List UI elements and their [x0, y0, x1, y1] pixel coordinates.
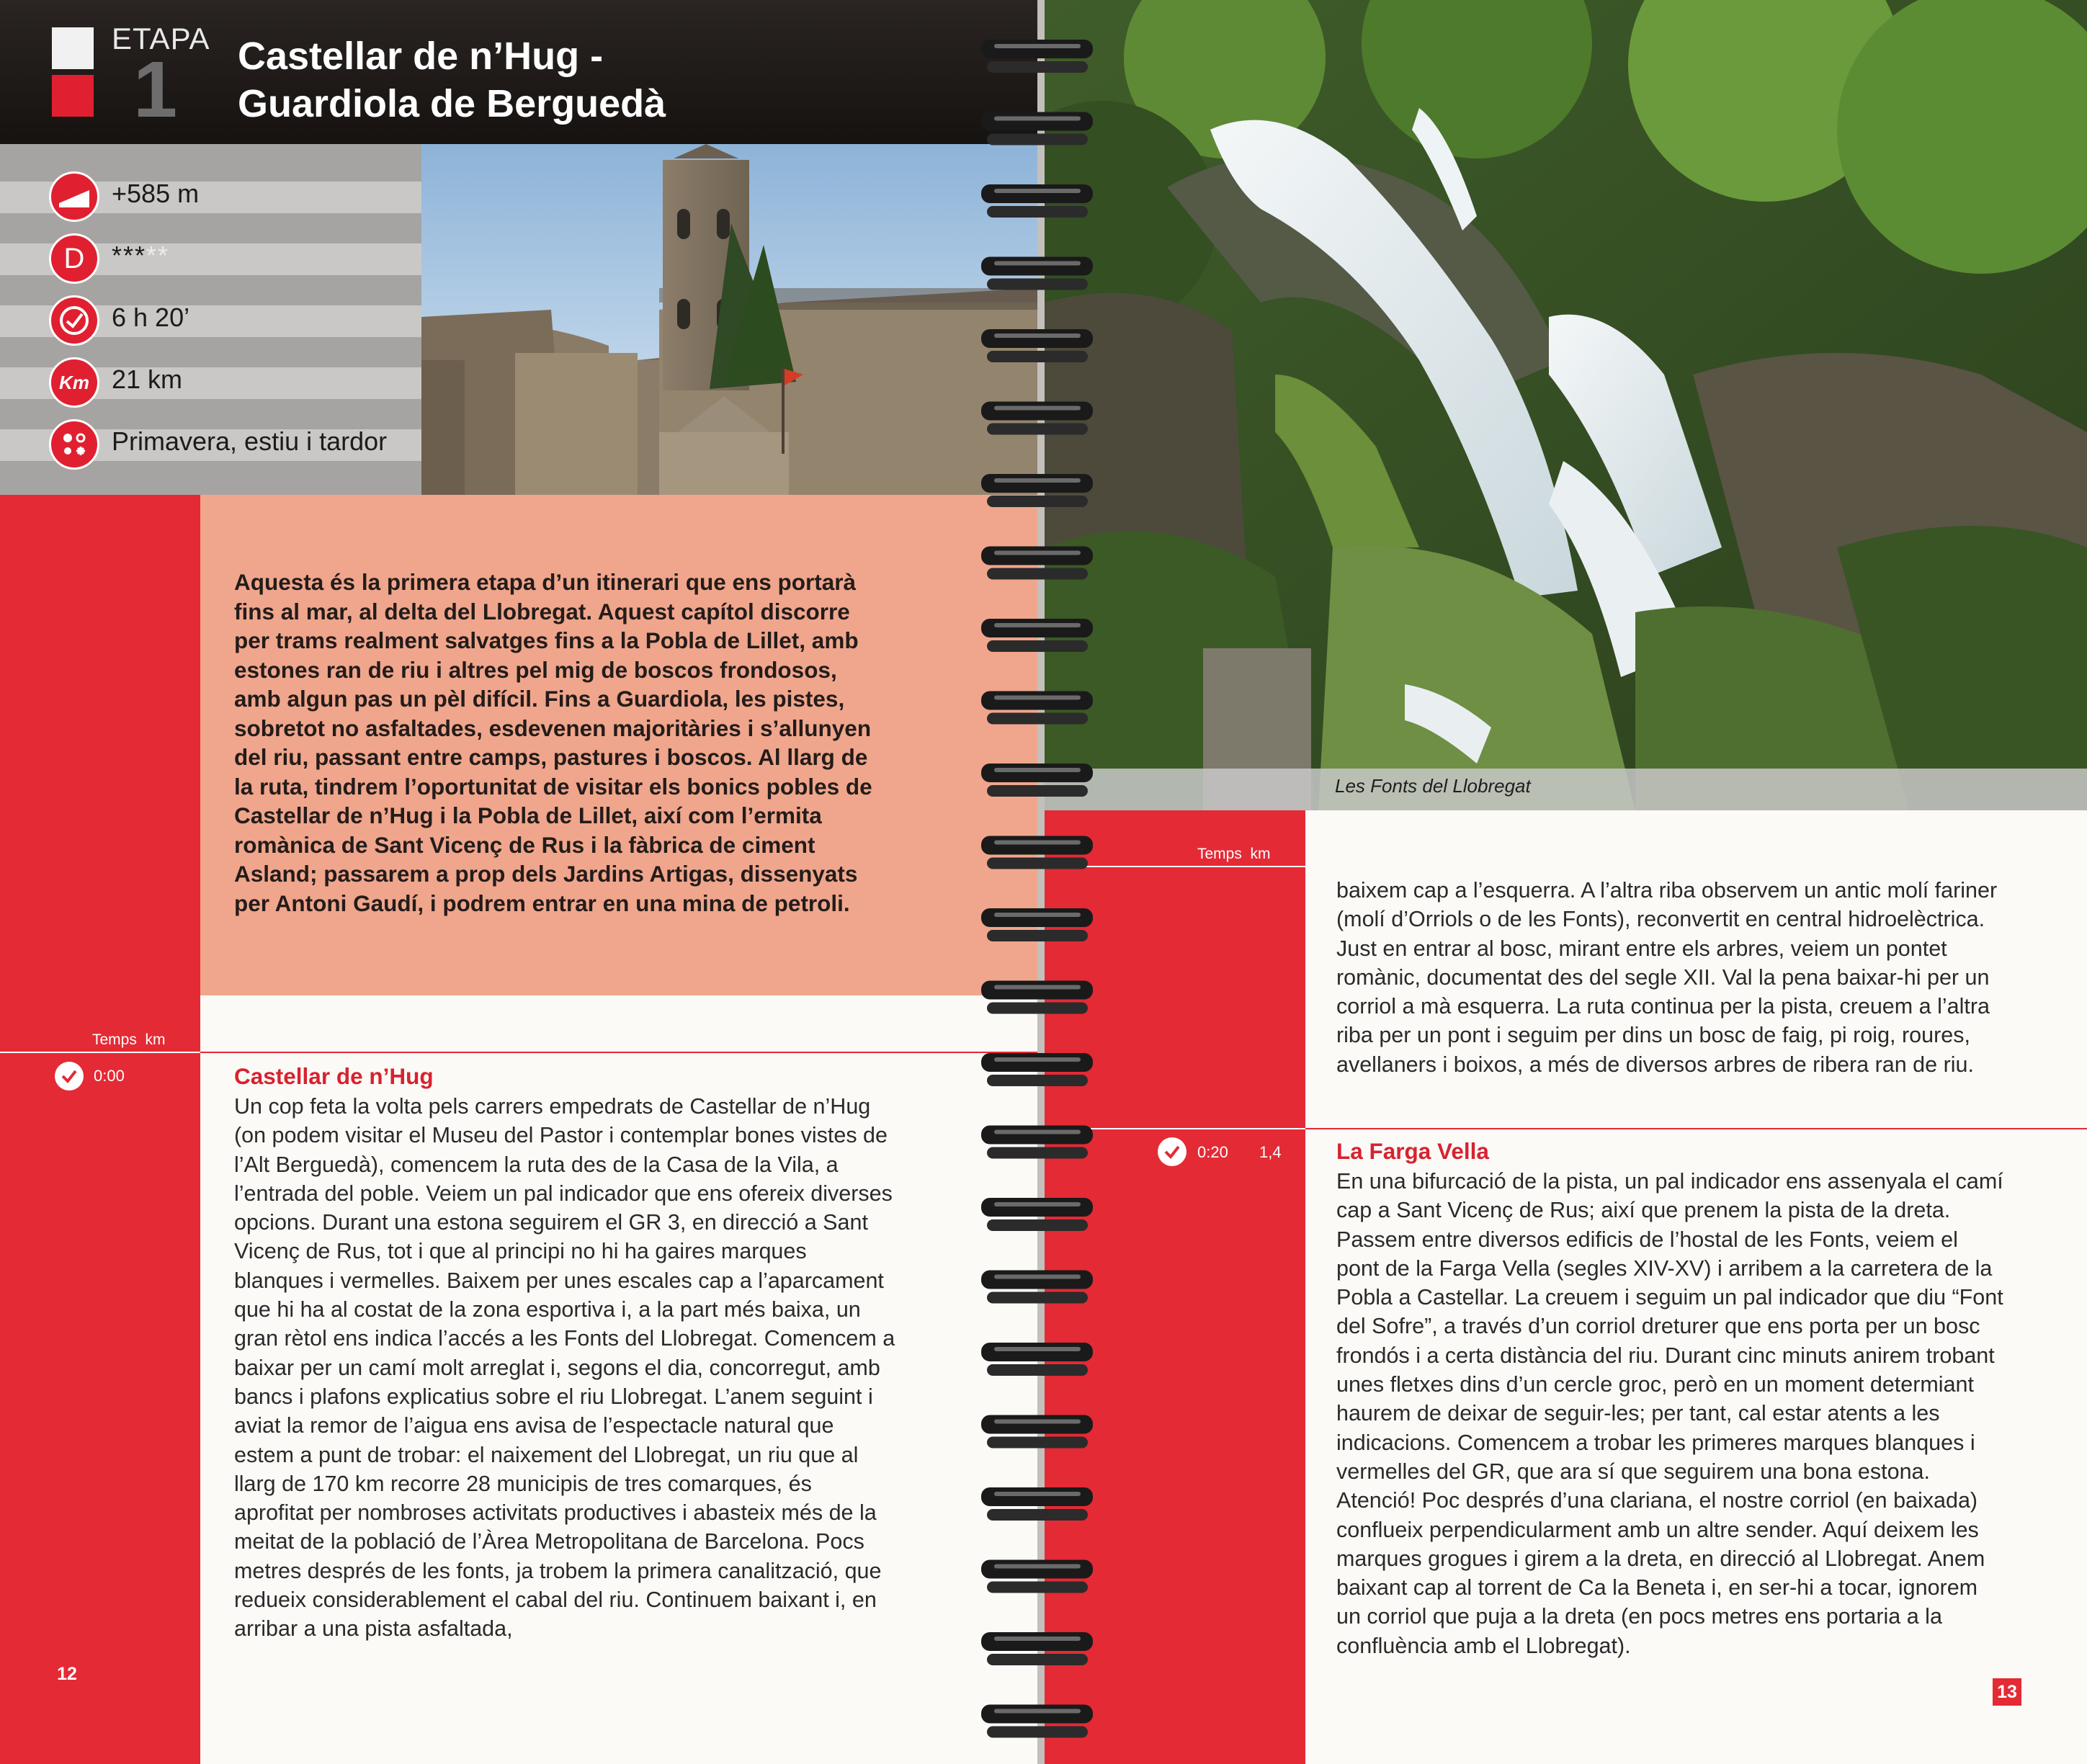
elevation-value: +585 m [112, 179, 200, 208]
difficulty-value [112, 241, 169, 271]
difficulty-icon: D [49, 233, 99, 284]
stats-panel [0, 144, 421, 495]
section-text-castellar: Un cop feta la volta pels carrers empedrats de Castellar de n’Hug (on podem visitar el Museu del Pastor i contemplar bones vistes de l’Alt Berguedà), comencem la ruta des de la Casa de la Vila, a l’entrada del poble. Veiem un pal indicador que ens ofereix diverses opcions. Durant una estona seguirem el GR 3, en direcció a Sant Vicenç de Rus, tot i que al principi no hi ha gaires marques blanques i vermelles. Baixem per unes escales cap a l’aparcament que hi ha al costat de la zona esportiva i, a la part més baixa, un gran rètol ens indica l’accés a les Fonts del Llobregat. Comencem a baixar per un camí molt arreglat i, segons el dia, concorregut, amb bancs i plafons explicatius sobre el riu Llobregat. L’anem seguint i aviat la remor de l’aigua ens avisa de l’espectacle natural que estem a punt de trobar: el naixement del Llobregat, un riu que al llarg de 170 km recorre 28 municipis de tres comarques, és aprofitat per nombroses activitats productives i abasteix més de la meitat de la població de l’Àrea Metropolitana de Barcelona. Pocs metres després de les fonts, ja trobem la primera canalització, que redueix considerablement el cabal del riu. Continuem baixant i, en arribar a una pista asfaltada, [234, 1094, 895, 1642]
stat-difficulty [0, 228, 421, 278]
etapa-number: 1 [133, 45, 178, 134]
spiral-coil [981, 1560, 1093, 1593]
distance-icon: Km [49, 357, 99, 408]
spiral-coil [981, 1487, 1093, 1521]
temps-divider [0, 1052, 200, 1053]
stat-seasons [0, 413, 421, 464]
section-time-right: 0:20 [1197, 1143, 1228, 1161]
spiral-coil [981, 764, 1093, 797]
spiral-coil [981, 402, 1093, 435]
caption-bar [1045, 769, 2087, 810]
temps-header-right: Temps km [1197, 846, 1271, 862]
spiral-coil [981, 547, 1093, 580]
stage-title-line-2: Guardiola de Berguedà [238, 82, 666, 125]
seasons-value: Primavera, estiu i tardor [112, 426, 388, 456]
intro-text: Aquesta és la primera etapa d’un itinerari que ens portarà fins al mar, al delta del Llobregat. Aquest capítol discorre per trams realment salvatges fins a la Pobla de Lillet, amb estones ran de riu i altres pel mig de boscos frondosos, amb algun pas un pèl difícil. Fins a Guardiola, les pistes, sobretot no asfaltades, esdevenen majoritàries i s’allunyen del riu, passant entre camps, pastures i boscos. Al llarg de la ruta, tindrem l’oportunitat de visitar els bonics pobles de Castellar de n’Hug i la Pobla de Lillet, així com l’ermita romànica de Sant Vicenç de Rus i la fàbrica de ciment Asland; passarem a prop dels Jardins Artigas, dissenyats per Antoni Gaudí, i podrem entrar en una mina de petroli. [234, 569, 872, 916]
section-title-castellar: Castellar de n’Hug [234, 1063, 434, 1089]
clock-icon [1158, 1137, 1186, 1166]
spiral-coil [981, 1053, 1093, 1086]
distance-value: 21 km [112, 364, 183, 394]
spiral-coil [981, 836, 1093, 869]
section-divider-right-text [1305, 1128, 2087, 1129]
spiral-coil [981, 1198, 1093, 1231]
section-text-farga: En una bifurcació de la pista, un pal indicador ens assenyala el camí cap a Sant Vicenç de Rus; així que prenem la pista de la dreta. Passem entre diversos edificis de l’hostal de les Fonts, veiem el pont de la Farga Vella (segles XIV-XV) i arribem a la carretera de la Pobla a Castellar. La creuem i seguim un pal indicador que diu “Font del Sofre”, a través d’un corriol dreturer que ens porta per un bosc frondós i a certa distància del riu. Durant cinc minuts anirem trobant unes fletxes dins d’un cercle groc, però en un moment determiant haurem de deixar de seguir-les; per tant, cal estar atents a les indicacions. Comencem a trobar les primeres marques blanques i vermelles del GR, que ara sí que seguirem una bona estona. Atenció! Poc després d’una clariana, el nostre corriol (en baixada) conflueix perpendicularment amb un altre sender. Aquí deixem les marques grogues i girem a la dreta, en direcció al Llobregat. Anem baixant cap al torrent de Ca la Beneta i, en ser-hi a tocar, ignorem un corriol que puja a la dreta (en pocs metres ens portaria a la confluència amb el Llobregat). [1336, 1169, 2003, 1658]
page-number-right: 13 [1993, 1678, 2021, 1706]
spiral-coil [981, 1126, 1093, 1159]
stat-elevation [0, 166, 421, 216]
clock-icon [49, 295, 99, 346]
spiral-coil [981, 1705, 1093, 1738]
difficulty-stars-filled: *** [112, 241, 147, 270]
section-divider [200, 1052, 1037, 1053]
photo-caption: Les Fonts del Llobregat [1335, 775, 1531, 797]
red-marker-square [52, 75, 94, 117]
clock-icon [55, 1062, 84, 1091]
stat-distance [0, 352, 421, 402]
spiral-coil [981, 619, 1093, 652]
stage-title-line-1: Castellar de n’Hug - [238, 35, 604, 78]
spiral-coil [981, 981, 1093, 1014]
stat-duration [0, 290, 421, 340]
spiral-binding [965, 0, 1109, 1764]
spiral-coil [981, 908, 1093, 941]
spiral-coil [981, 1632, 1093, 1665]
difficulty-stars-empty: ** [146, 241, 170, 270]
spiral-coil [981, 329, 1093, 362]
spiral-coil [981, 112, 1093, 145]
spiral-coil [981, 691, 1093, 725]
elevation-icon [49, 171, 99, 222]
duration-value: 6 h 20’ [112, 303, 190, 332]
spiral-coil [981, 1343, 1093, 1376]
church-photo [421, 144, 1037, 495]
spiral-coil [981, 474, 1093, 507]
etapa-label: ETAPA [112, 22, 210, 55]
spiral-coil [981, 184, 1093, 218]
temps-header: Temps km [92, 1031, 166, 1048]
stage-title [238, 32, 666, 127]
page-number-left: 12 [53, 1660, 81, 1688]
section-title-farga: La Farga Vella [1336, 1138, 1489, 1164]
section-time: 0:00 [94, 1067, 125, 1085]
waterfall-photo [1045, 0, 2087, 810]
left-margin-column [0, 495, 200, 1764]
spiral-coil [981, 257, 1093, 290]
spiral-coil [981, 1271, 1093, 1304]
continued-text: baixem cap a l’esquerra. A l’altra riba observem un antic molí fariner (molí d’Orriols o de les Fonts), reconvertit en central hidroelèctrica. Just en entrar al bosc, mirant entre els arbres, veiem un pontet romànic, documentat des del segle XII. Val la pena baixar-hi per un corriol a mà esquerra. La ruta continua per la pista, creuem a l’altra riba per un pont i seguim per dins un bosc de faig, pi roig, roures, avellaners i boixos, a més de diversos arbres de ribera ran de riu. [1336, 878, 1998, 1077]
white-marker-square [52, 27, 94, 69]
spiral-coil [981, 40, 1093, 73]
seasons-icon [49, 419, 99, 470]
spiral-coil [981, 1415, 1093, 1449]
section-km-right: 1,4 [1259, 1143, 1282, 1161]
